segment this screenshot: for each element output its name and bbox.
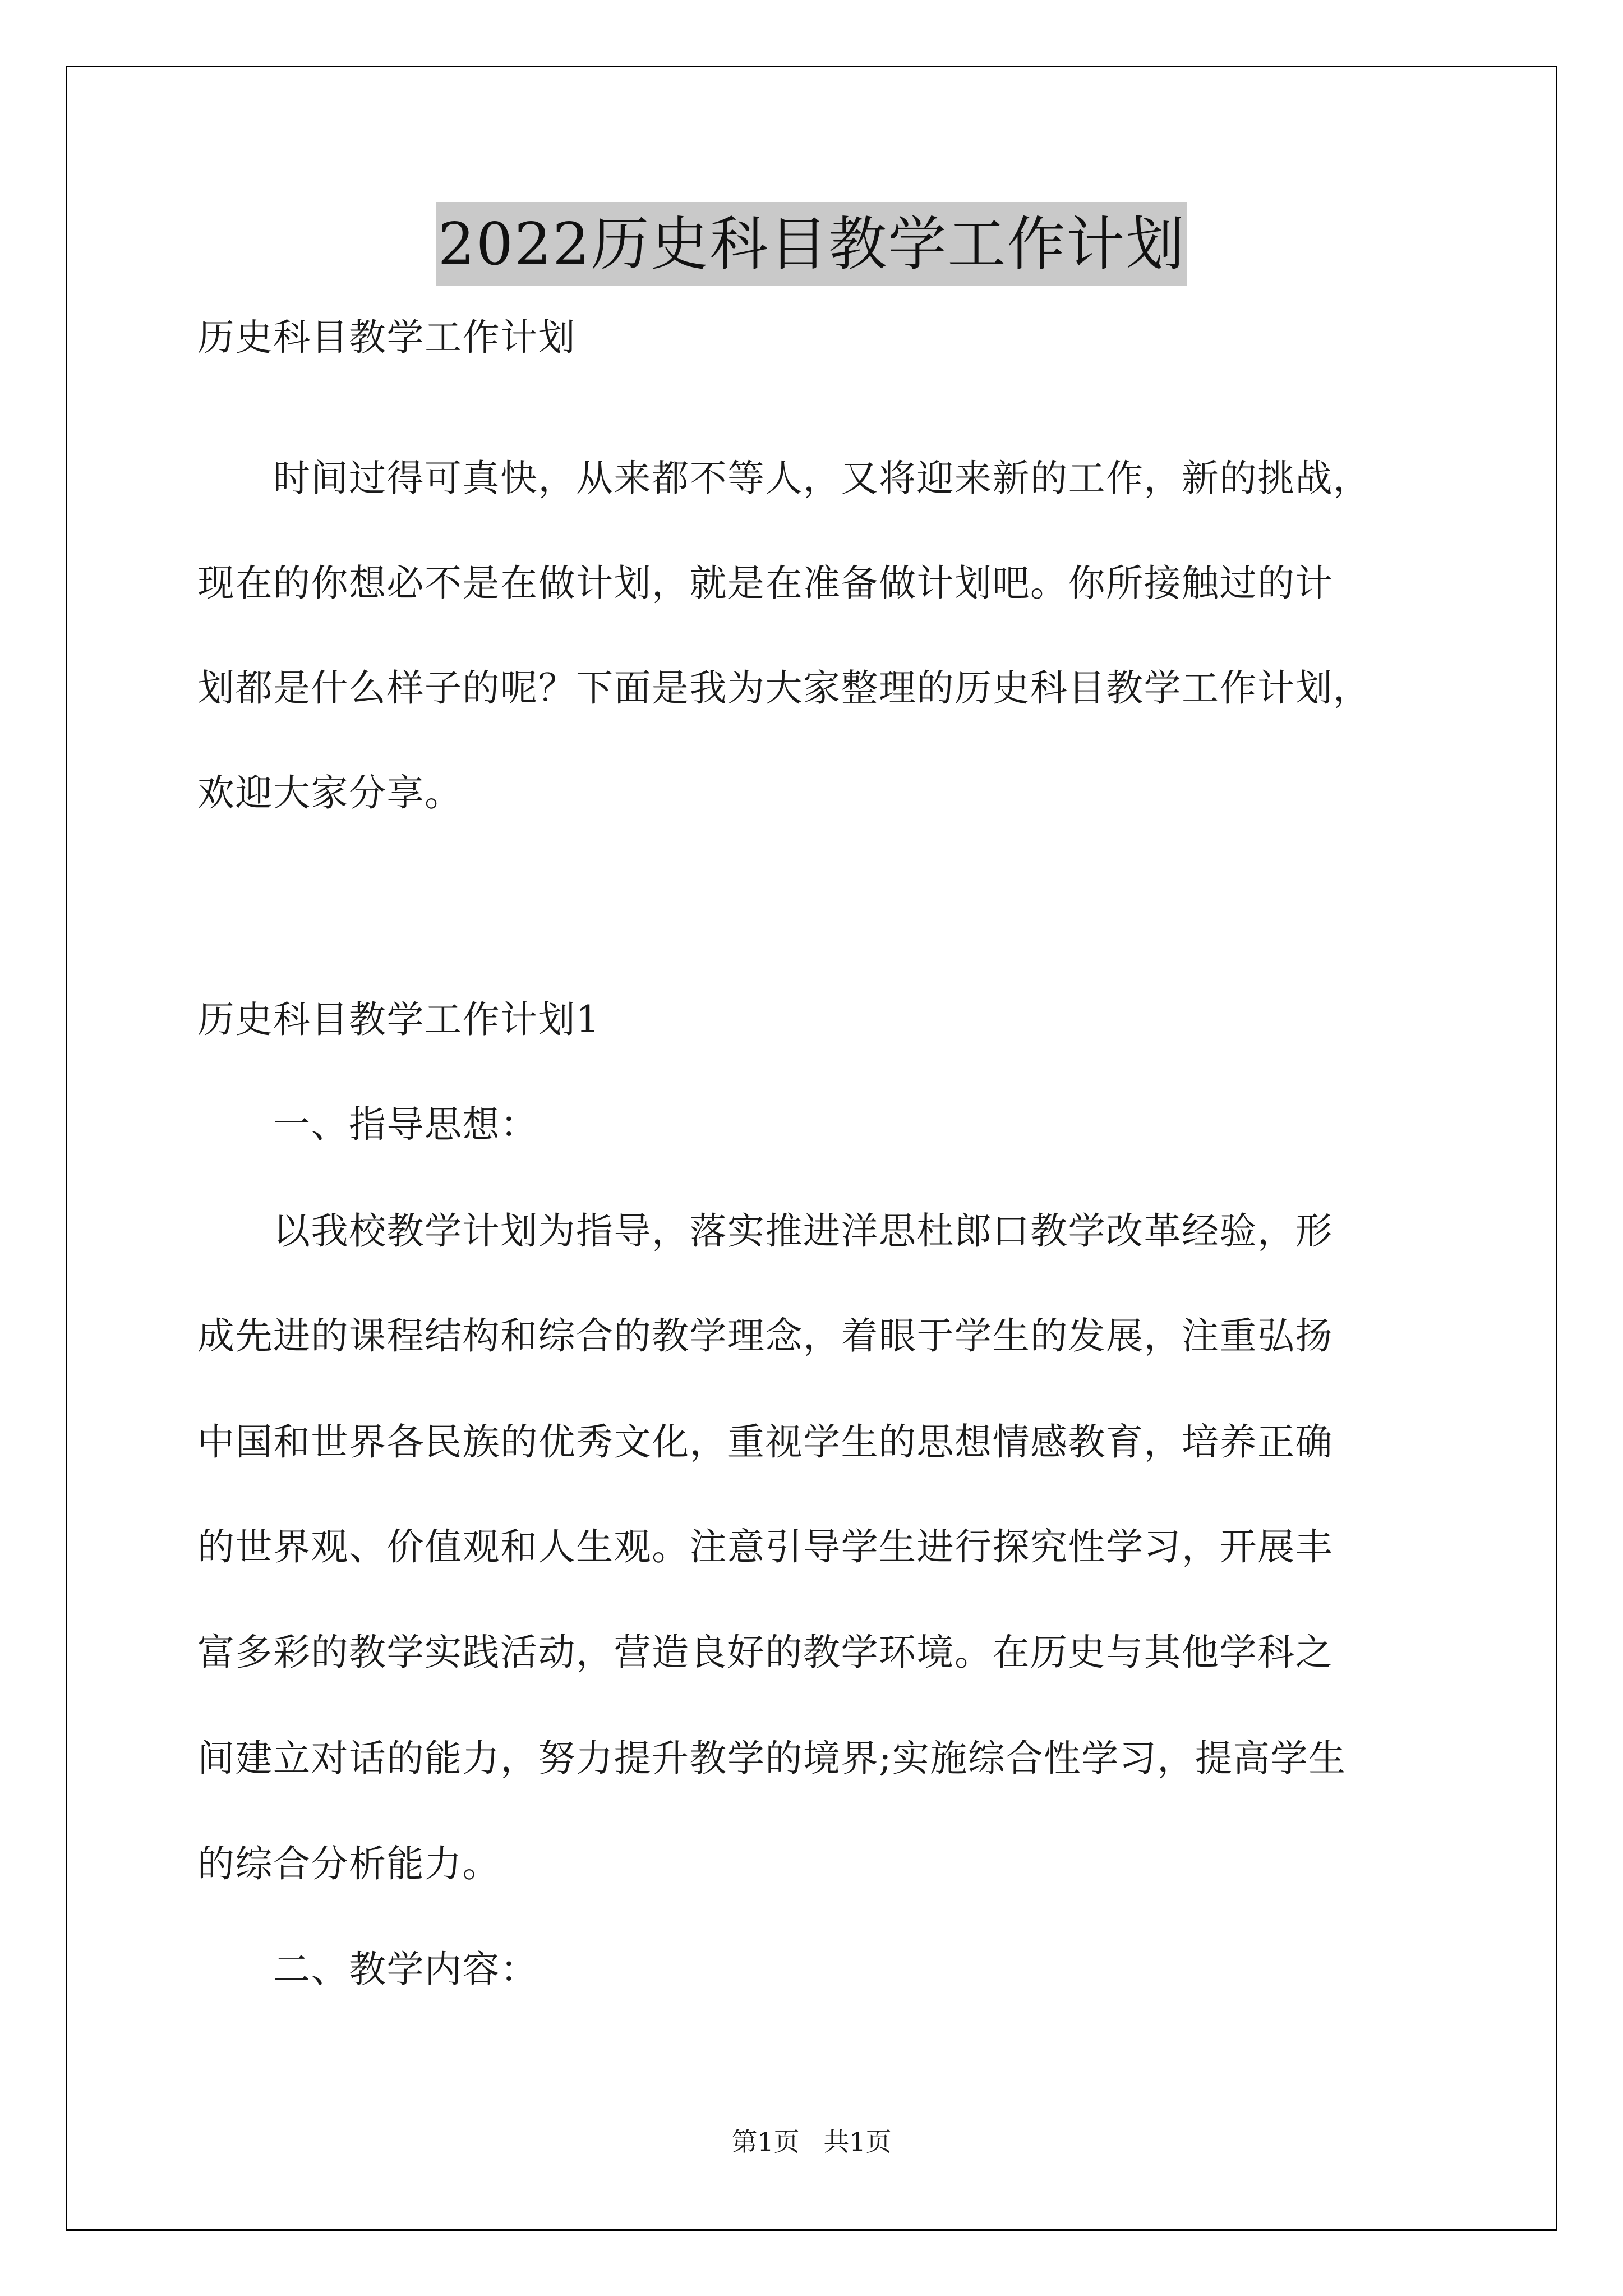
title-wrap [0, 202, 1623, 286]
page-total: 共1页 [823, 2127, 892, 2157]
paragraph-line: 的世界观、价值观和人生观。注意引导学生进行探究性学习，开展丰 [197, 1525, 1333, 1568]
document-title: 2022历史科目教学工作计划 [436, 202, 1188, 286]
paragraph-line: 以我校教学计划为指导，落实推进洋思杜郎口教学改革经验，形 [197, 1209, 1333, 1253]
paragraph-line: 的综合分析能力。 [197, 1842, 500, 1885]
paragraph-line: 欢迎大家分享。 [197, 771, 463, 815]
paragraph-line: 现在的你想必不是在做计划，就是在准备做计划吧。你所接触过的计 [197, 562, 1333, 605]
page-border [66, 66, 1557, 2231]
paragraph-line: 中国和世界各民族的优秀文化，重视学生的思想情感教育，培养正确 [197, 1420, 1333, 1464]
section-heading: 历史科目教学工作计划1 [197, 998, 601, 1041]
paragraph-line: 间建立对话的能力，努力提升教学的境界;实施综合性学习，提高学生 [197, 1737, 1347, 1780]
paragraph-line: 划都是什么样子的呢？下面是我为大家整理的历史科目教学工作计划， [197, 666, 1371, 710]
page-footer [0, 2125, 1623, 2159]
subtitle-line: 历史科目教学工作计划 [197, 316, 576, 359]
paragraph-line: 成先进的课程结构和综合的教学理念，着眼于学生的发展，注重弘扬 [197, 1314, 1333, 1358]
paragraph-line: 时间过得可真快，从来都不等人，又将迎来新的工作，新的挑战， [197, 457, 1371, 500]
page-number: 第1页 [731, 2127, 800, 2157]
paragraph-line: 富多彩的教学实践活动，营造良好的教学环境。在历史与其他学科之 [197, 1631, 1333, 1674]
subheading-line: 二、教学内容： [197, 1948, 538, 1991]
subheading-line: 一、指导思想： [197, 1103, 538, 1146]
